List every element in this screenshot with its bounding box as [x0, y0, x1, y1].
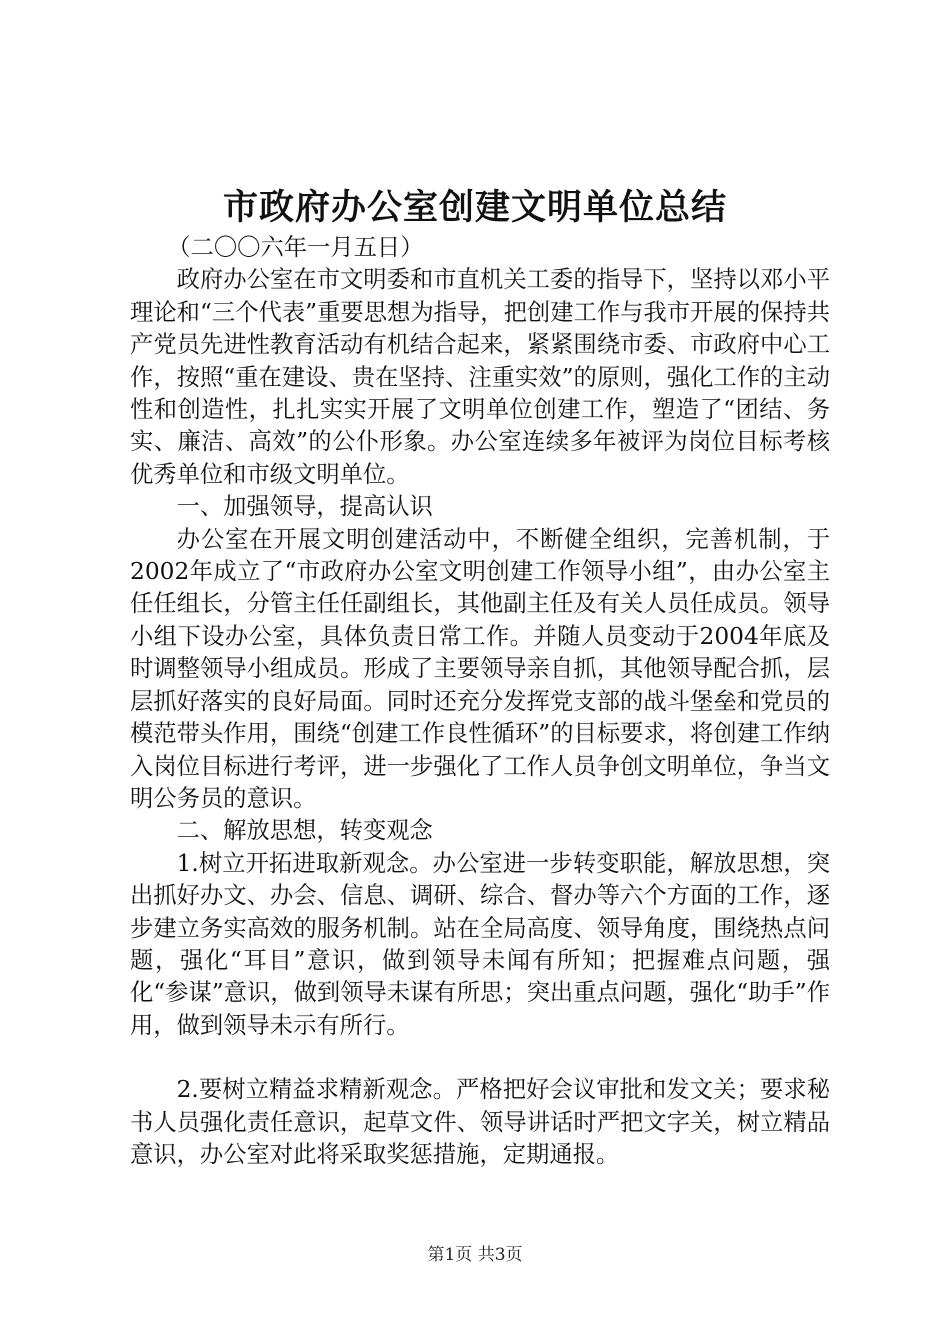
document-date: （二〇〇六年一月五日） — [167, 234, 424, 261]
section-1-paragraph: 办公室在开展文明创建活动中，不断健全组织，完善机制，于2002年成立了“市政府办公室文明创建工作领导小组”，由办公室主任任组长，分管主任任副组长，其他副主任及有关人员任成员。领导小组下设办公室，具体负责日常工作。并随人员变动于2004年底及时调整领导小组成员。形成了主要领导亲自抓，其他领导配合抓，层层抓好落实的良好局面。同时还充分发挥党支部的战斗堡垒和党员的模范带头作用，围绕“创建工作良性循环”的目标要求，将创建工作纳入岗位目标进行考评，进一步强化了工作人员争创文明单位，争当文明公务员的意识。 — [130, 525, 830, 812]
section-heading-1: 一、加强领导，提高认识 — [176, 493, 433, 521]
document-title: 市政府办公室创建文明单位总结 — [222, 187, 727, 228]
section-2-item-1: 1.树立开拓进取新观念。办公室进一步转变职能，解放思想，突出抓好办文、办会、信息、调研、综合、督办等六个方面的工作，逐步建立务实高效的服务机制。站在全局高度、领导角度，围绕热点问题，强化“耳目”意识，做到领导未闻有所知；把握难点问题，强化“参谋”意识，做到领导未谋有所思；突出重点问题，强化“助手”作用，做到领导未示有所行。 — [130, 849, 830, 1039]
document-body — [130, 232, 830, 1171]
section-heading-2: 二、解放思想，转变观念 — [176, 817, 433, 845]
intro-paragraph: 政府办公室在市文明委和市直机关工委的指导下，坚持以邓小平理论和“三个代表”重要思想为指导，把创建工作与我市开展的保持共产党员先进性教育活动有机结合起来，紧紧围绕市委、市政府中心工作，按照“重在建设、贵在坚持、注重实效”的原则，强化工作的主动性和创造性，扎扎实实开展了文明单位创建工作，塑造了“团结、务实、廉洁、高效”的公仆形象。办公室连续多年被评为岗位目标考核优秀单位和市级文明单位。 — [130, 266, 830, 488]
page-number-footer: 第1页 共3页 — [427, 1245, 523, 1265]
section-2-item-2: 2.要树立精益求精新观念。严格把好会议审批和发文关；要求秘书人员强化责任意识，起草文件、领导讲话时严把文字关，树立精品意识，办公室对此将采取奖惩措施，定期通报。 — [130, 1076, 830, 1168]
